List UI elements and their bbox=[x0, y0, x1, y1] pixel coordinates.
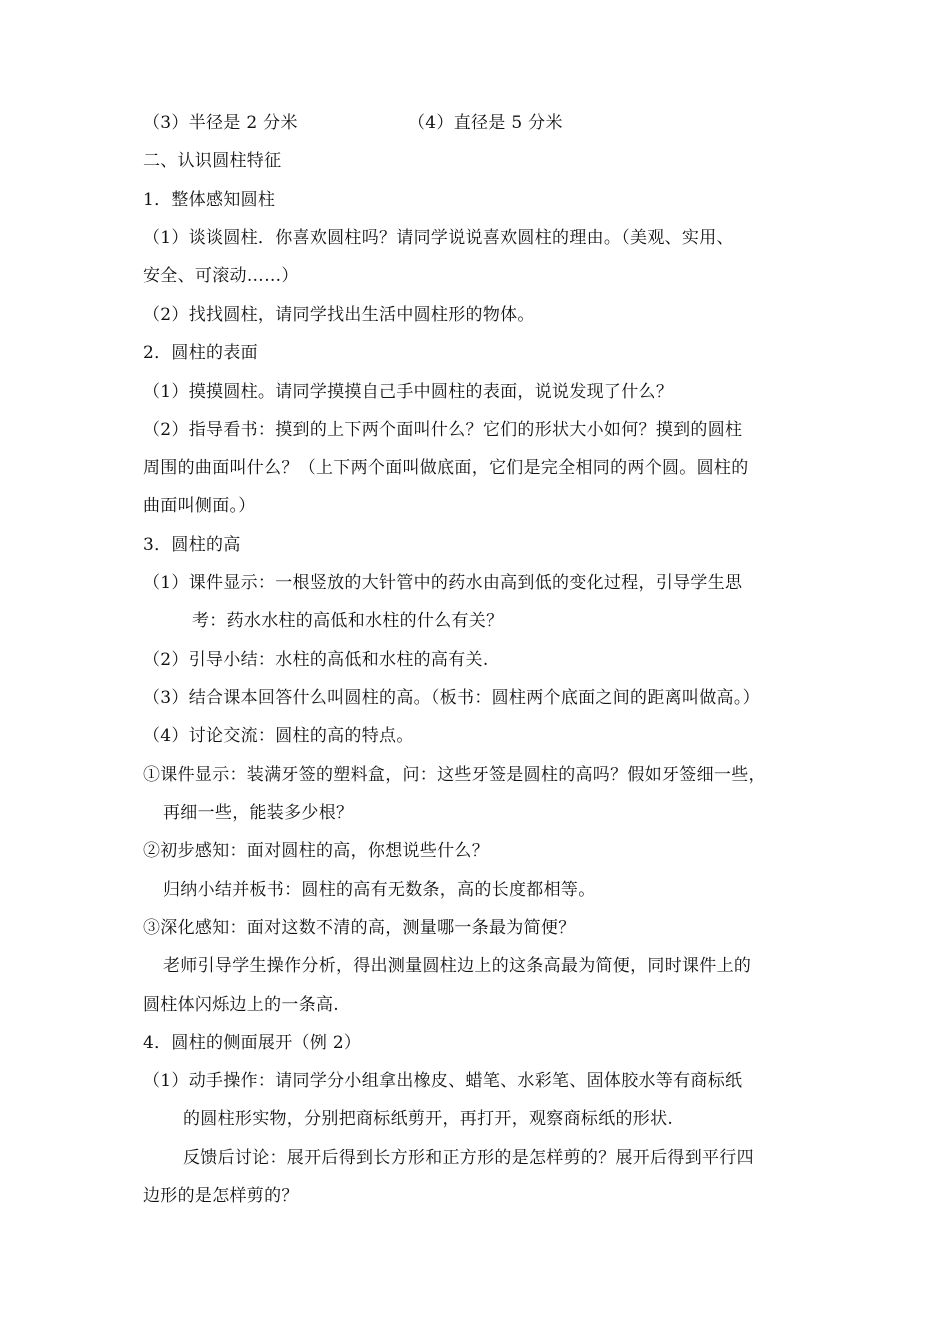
paragraph-line: （1）课件显示：一根竖放的大针管中的药水由高到低的变化过程，引导学生思 bbox=[143, 573, 743, 593]
paragraph-line: 归纳小结并板书：圆柱的高有无数条，高的长度都相等。 bbox=[163, 880, 596, 900]
paragraph-line: ③深化感知：面对这数不清的高，测量哪一条最为简便？ bbox=[143, 918, 576, 938]
section-heading: 二、认识圆柱特征 bbox=[143, 151, 282, 171]
subsection-heading: 3．圆柱的高 bbox=[143, 535, 241, 555]
paragraph-line: ②初步感知：面对圆柱的高，你想说些什么？ bbox=[143, 841, 489, 861]
paragraph-line: （1）摸摸圆柱。请同学摸摸自己手中圆柱的表面，说说发现了什么？ bbox=[143, 382, 674, 402]
paragraph-line: 圆柱体闪烁边上的一条高. bbox=[143, 995, 340, 1015]
paragraph-line: 再细一些，能装多少根？ bbox=[163, 803, 354, 823]
subsection-heading: 2．圆柱的表面 bbox=[143, 343, 258, 363]
paragraph-line: 边形的是怎样剪的？ bbox=[143, 1186, 299, 1206]
paragraph-line: 曲面叫侧面。） bbox=[143, 496, 256, 516]
subsection-heading: 4．圆柱的侧面展开（例 2） bbox=[143, 1033, 362, 1053]
paragraph-line: （2）指导看书：摸到的上下两个面叫什么？它们的形状大小如何？摸到的圆柱 bbox=[143, 420, 743, 440]
radius-item: （3）半径是 2 分米 bbox=[143, 113, 298, 133]
paragraph-line: 反馈后讨论：展开后得到长方形和正方形的是怎样剪的？展开后得到平行四 bbox=[183, 1148, 754, 1168]
paragraph-line: （3）结合课本回答什么叫圆柱的高。（板书：圆柱两个底面之间的距离叫做高。） bbox=[143, 688, 760, 708]
paragraph-line: ①课件显示：装满牙签的塑料盒，问：这些牙签是圆柱的高吗？假如牙签细一些， bbox=[143, 765, 766, 785]
paragraph-line: 安全、可滚动……） bbox=[143, 266, 299, 286]
paragraph-line: 的圆柱形实物，分别把商标纸剪开，再打开，观察商标纸的形状. bbox=[183, 1109, 674, 1129]
subsection-heading: 1．整体感知圆柱 bbox=[143, 190, 276, 210]
paragraph-line: 老师引导学生操作分析，得出测量圆柱边上的这条高最为简便，同时课件上的 bbox=[163, 956, 752, 976]
paragraph-line: （2）引导小结：水柱的高低和水柱的高有关. bbox=[143, 650, 489, 670]
paragraph-line: 考：药水水柱的高低和水柱的什么有关？ bbox=[192, 611, 504, 631]
paragraph-line: 周围的曲面叫什么？（上下两个面叫做底面，它们是完全相同的两个圆。圆柱的 bbox=[143, 458, 749, 478]
paragraph-line: （4）讨论交流：圆柱的高的特点。 bbox=[143, 726, 414, 746]
paragraph-line: （1）谈谈圆柱．你喜欢圆柱吗？请同学说说喜欢圆柱的理由。（美观、实用、 bbox=[143, 228, 734, 248]
paragraph-line: （2）找找圆柱，请同学找出生活中圆柱形的物体。 bbox=[143, 305, 535, 325]
diameter-item: （4）直径是 5 分米 bbox=[408, 113, 563, 133]
paragraph-line: （1）动手操作：请同学分小组拿出橡皮、蜡笔、水彩笔、固体胶水等有商标纸 bbox=[143, 1071, 743, 1091]
